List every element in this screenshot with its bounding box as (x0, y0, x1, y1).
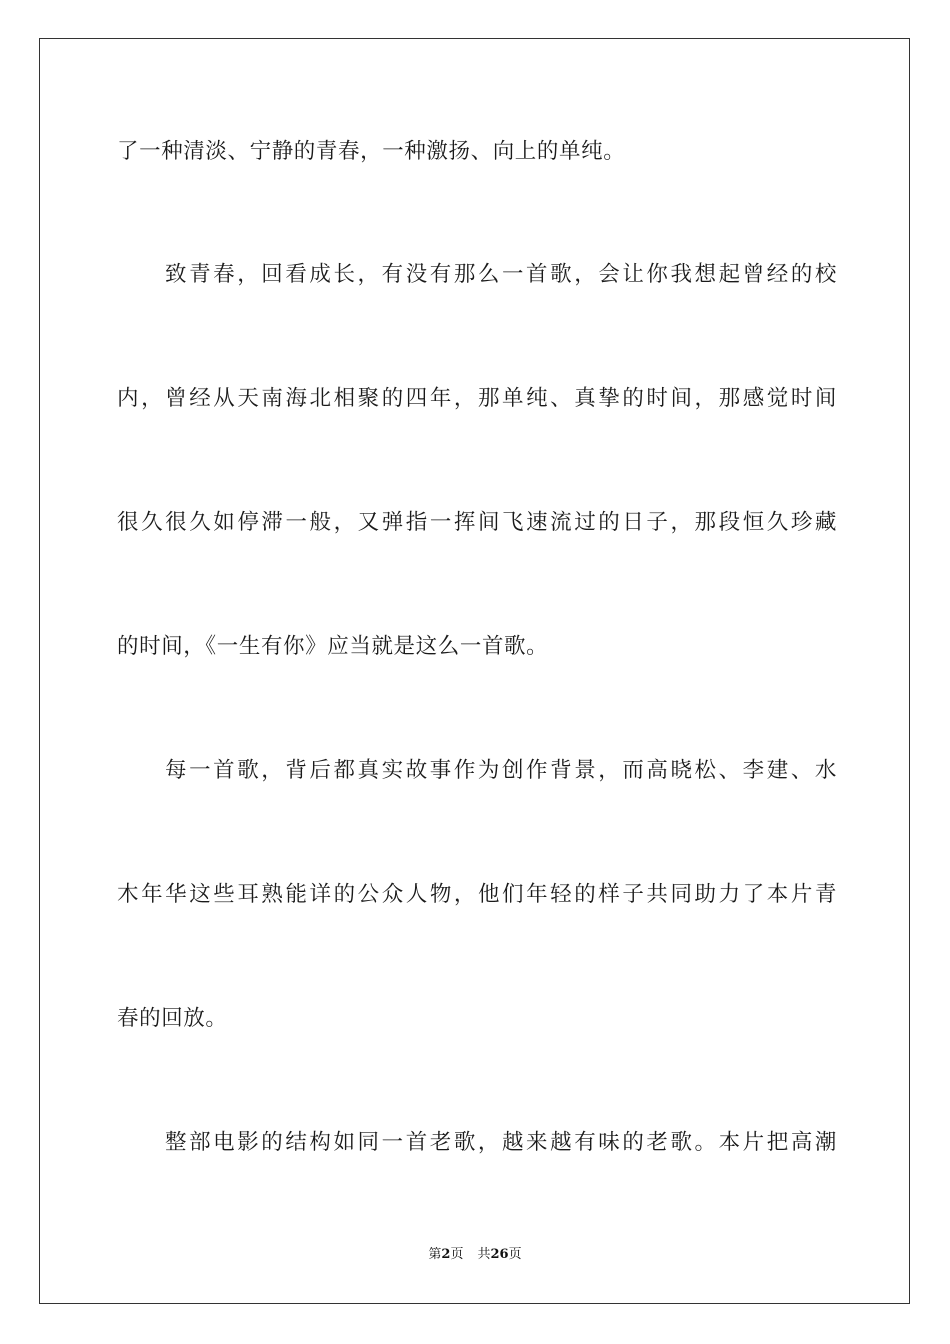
page-current: 2 (441, 1247, 451, 1262)
page-border (39, 38, 910, 1304)
paragraph-2-line-2: 内，曾经从天南海北相聚的四年，那单纯、真挚的时间，那感觉时间 (117, 386, 837, 411)
paragraph-2-line-1: 致青春，回看成长，有没有那么一首歌，会让你我想起曾经的校 (165, 262, 837, 287)
total-prefix: 共 (477, 1247, 491, 1262)
page-footer (0, 1246, 950, 1264)
page-total: 26 (490, 1247, 509, 1262)
paragraph-3-line-2: 木年华这些耳熟能详的公众人物，他们年轻的样子共同助力了本片青 (117, 882, 837, 907)
paragraph-3-line-1: 每一首歌，背后都真实故事作为创作背景，而高晓松、李建、水 (165, 758, 837, 783)
paragraph-4-line-1: 整部电影的结构如同一首老歌，越来越有味的老歌。本片把高潮 (165, 1130, 837, 1155)
page-prefix: 第 (428, 1247, 442, 1262)
text-line-1: 了一种清淡、宁静的青春，一种激扬、向上的单纯。 (117, 139, 626, 164)
total-suffix: 页 (508, 1247, 522, 1262)
page-suffix: 页 (450, 1247, 464, 1262)
paragraph-3-line-3: 春的回放。 (117, 1006, 228, 1031)
paragraph-2-line-3: 很久很久如停滞一般，又弹指一挥间飞速流过的日子，那段恒久珍藏 (117, 510, 837, 535)
paragraph-2-line-4: 的时间，《一生有你》应当就是这么一首歌。 (117, 634, 549, 659)
